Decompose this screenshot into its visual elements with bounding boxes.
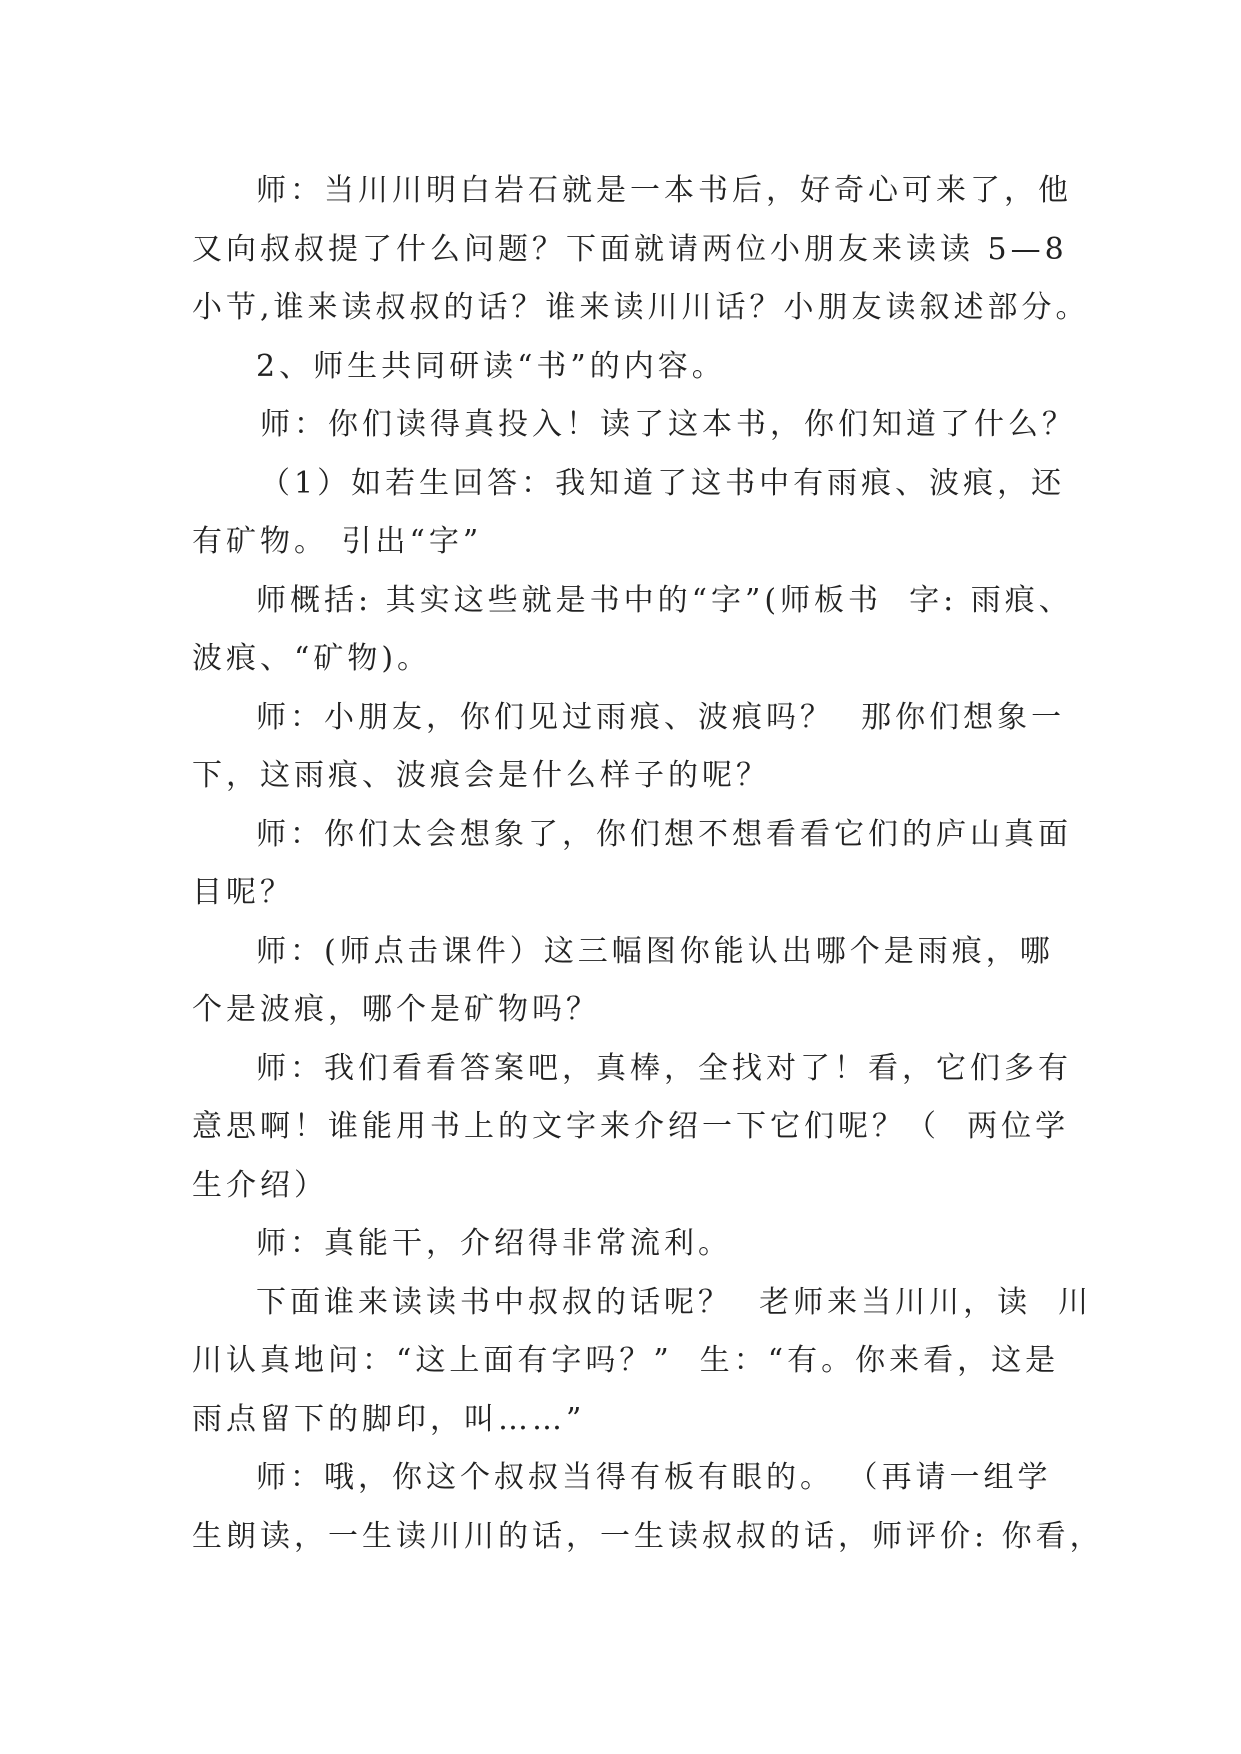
text-line: 师：小朋友，你们见过雨痕、波痕吗？ 那你们想象一 (256, 699, 1066, 735)
text-line: 川认真地问：“这上面有字吗？” 生：“有。你来看，这是 (192, 1343, 1060, 1378)
text-line: 意思啊！谁能用书上的文字来介绍一下它们呢？（ 两位学 (192, 1109, 1070, 1144)
text-line: 生朗读，一生读川川的话，一生读叔叔的话，师评价: 你看， (192, 1518, 1104, 1554)
section-heading: 2、师生共同研读“书”的内容。 (256, 348, 726, 384)
text-line: 雨点留下的脚印，叫……” (192, 1401, 586, 1437)
text-line: 下面谁来读读书中叔叔的话呢？ 老师来当川川，读 川 (256, 1284, 1093, 1320)
text-line: 师：当川川明白岩石就是一本书后，好奇心可来了，他 (256, 173, 1072, 208)
text-line: 师：(师点击课件）这三幅图你能认出哪个是雨痕，哪 (256, 933, 1054, 969)
text-line: 又向叔叔提了什么问题？下面就请两位小朋友来读读 5—8 (192, 231, 1068, 267)
text-line: 师：你们读得真投入！读了这本书，你们知道了什么？ (260, 407, 1076, 442)
text-line: 师：你们太会想象了，你们想不想看看它们的庐山真面 (256, 816, 1072, 852)
text-line: 个是波痕，哪个是矿物吗？ (192, 992, 600, 1027)
text-line: （1）如若生回答：我知道了这书中有雨痕、波痕，还 (260, 465, 1066, 501)
text-line: 下，这雨痕、波痕会是什么样子的呢？ (192, 758, 770, 793)
text-line: 师概括: 其实这些就是书中的“字”(师板书 字: 雨痕、 (256, 582, 1073, 618)
document-body (192, 162, 1104, 1566)
text-line: 生介绍） (192, 1167, 328, 1203)
text-line: 师：哦，你这个叔叔当得有板有眼的。 （再请一组学 (256, 1460, 1052, 1495)
text-line: 师：真能干，介绍得非常流利。 (256, 1226, 732, 1261)
text-line: 波痕、“矿物)。 (192, 641, 432, 676)
text-line: 目呢？ (192, 875, 294, 910)
text-line: 有矿物。 引出“字” (192, 524, 483, 559)
text-line: 师：我们看看答案吧，真棒，全找对了！看，它们多有 (256, 1050, 1072, 1086)
text-line: 小节,谁来读叔叔的话？谁来读川川话？小朋友读叙述部分。 (192, 290, 1090, 325)
